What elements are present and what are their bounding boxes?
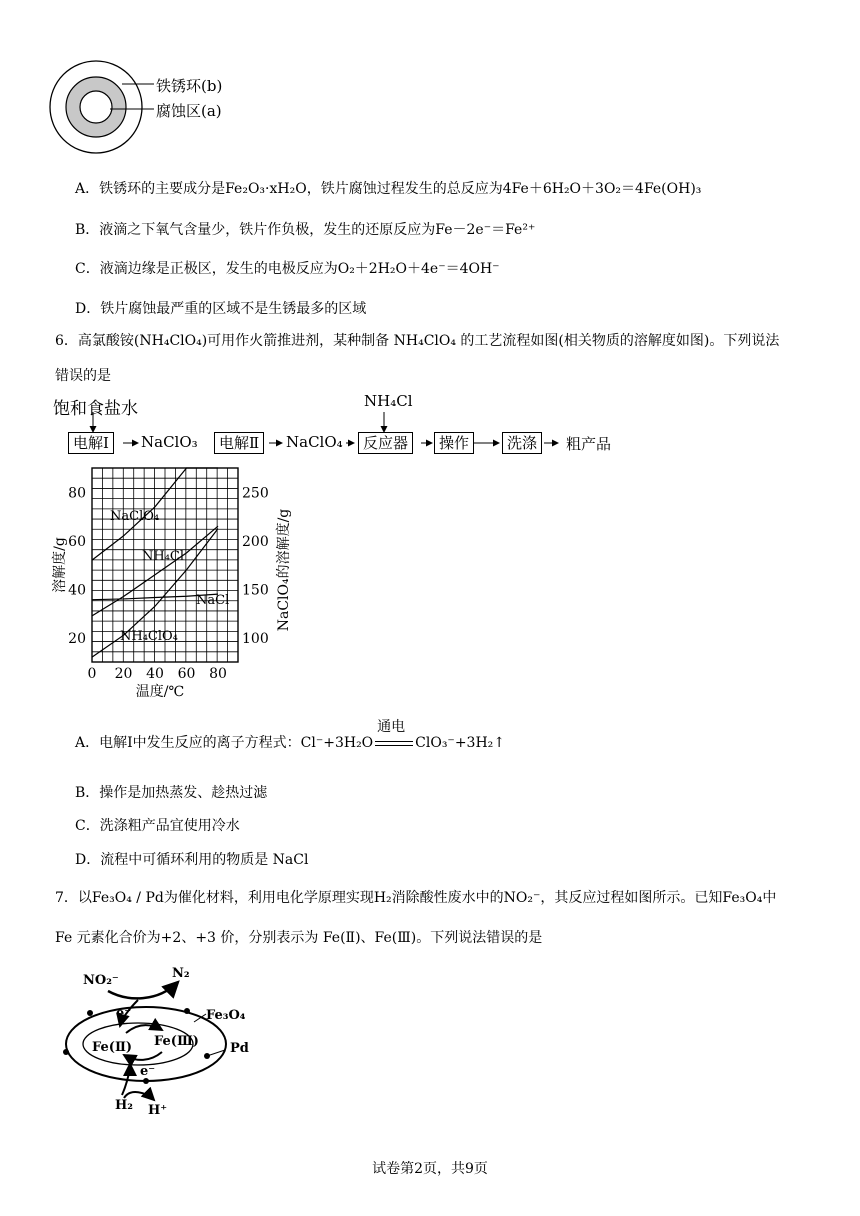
flow-nh4cl-input: NH₄Cl: [364, 392, 413, 410]
q7-stem-line2: Fe 元素化合价为+2、+3 价，分别表示为 Fe(Ⅱ)、Fe(Ⅲ)。下列说法错误的是: [55, 930, 543, 946]
x-tick-label: 60: [177, 666, 196, 682]
y-tick-label: 20: [68, 630, 86, 647]
q6-option-d: D．流程中可循环利用的物质是 NaCl: [75, 852, 309, 868]
condition-double-line: [375, 741, 413, 746]
solubility-chart: [40, 462, 310, 702]
y2-axis-label: NaClO₄的溶解度/g: [276, 508, 292, 632]
flow-product-naclo4: NaClO₄: [286, 433, 343, 451]
x-tick-label: 0: [87, 666, 97, 682]
q5-option-b: B．液滴之下氧气含量少，铁片作负极，发生的还原反应为Fe－2e⁻＝Fe²⁺: [75, 222, 536, 238]
flow-step-washing: 洗涤: [502, 432, 542, 454]
series-label: NaCl: [196, 593, 230, 608]
flow-crude-product: 粗产品: [566, 435, 612, 453]
y2-tick-label: 150: [242, 582, 269, 599]
nitrogen-label: N₂: [172, 966, 190, 981]
q6-option-c: C．洗涤粗产品宜使用冷水: [75, 818, 240, 834]
y-tick-label: 40: [68, 582, 86, 599]
q6-stem-line1: 6．高氯酸铵(NH₄ClO₄)可用作火箭推进剂，某种制备 NH₄ClO₄ 的工艺流程如图(相关物质的溶解度如图)。下列说法: [55, 333, 780, 349]
rust-ring-figure: [40, 55, 260, 165]
q6-option-b: B．操作是加热蒸发、趁热过滤: [75, 785, 268, 801]
hydrogen-label: H₂: [115, 1098, 133, 1113]
electron-label-bottom: e⁻: [140, 1064, 156, 1079]
y-tick-label: 60: [68, 533, 86, 550]
fe-iii-label: Fe(Ⅲ): [154, 1034, 199, 1049]
q5-option-d: D．铁片腐蚀最严重的区域不是生锈最多的区域: [75, 301, 367, 317]
q5-option-c: C．液滴边缘是正极区，发生的电极反应为O₂＋2H₂O＋4e⁻＝4OH⁻: [75, 261, 500, 277]
flow-step-electrolysis-2: 电解Ⅱ: [214, 432, 264, 454]
rust-ring-label-b: 铁锈环(b): [156, 77, 223, 95]
y-axis-label: 溶解度/g: [52, 537, 68, 593]
q5-option-a: A．铁锈环的主要成分是Fe₂O₃·xH₂O，铁片腐蚀过程发生的总反应为4Fe＋6H₂O＋3O₂＝4Fe(OH)₃: [75, 181, 702, 197]
flow-product-naclo3: NaClO₃: [141, 433, 198, 451]
corrosion-zone-label-a: 腐蚀区(a): [156, 102, 222, 120]
flow-step-reactor: 反应器: [358, 432, 413, 454]
q7-stem-line1: 7．以Fe₃O₄ / Pd为催化材料，利用电化学原理实现H₂消除酸性废水中的NO₂⁻，其反应过程如图所示。已知Fe₃O₄中: [55, 890, 777, 906]
y2-tick-label: 200: [242, 533, 269, 550]
series-label: NH₄ClO₄: [120, 629, 178, 644]
proton-label: H⁺: [148, 1103, 168, 1118]
nitrite-label: NO₂⁻: [83, 973, 119, 988]
electrolysis-condition: [373, 719, 415, 750]
q6-option-a-prefix: A．电解Ⅰ中发生反应的离子方程式：Cl⁻+3H₂O: [75, 735, 374, 751]
x-tick-label: 40: [146, 666, 164, 682]
fe-ii-label: Fe(Ⅱ): [92, 1040, 133, 1055]
fe3o4-label: Fe₃O₄: [206, 1008, 246, 1023]
flow-step-operation: 操作: [434, 432, 474, 454]
q6-option-a-suffix: ClO₃⁻+3H₂↑: [415, 735, 506, 751]
y2-tick-label: 100: [242, 630, 269, 647]
series-label: NaClO₄: [110, 509, 160, 524]
q6-option-a: [75, 719, 506, 752]
flow-input-brine: 饱和食盐水: [53, 399, 138, 419]
x-tick-label: 20: [114, 666, 133, 682]
y2-tick-label: 250: [242, 485, 269, 502]
pd-label: Pd: [230, 1041, 249, 1056]
x-tick-label: 80: [209, 666, 227, 682]
electron-label-top: e⁻: [116, 1006, 132, 1021]
series-label: NH₄Cl: [142, 549, 185, 564]
y-tick-label: 80: [68, 485, 86, 502]
flow-step-electrolysis-1: 电解Ⅰ: [68, 432, 114, 454]
q6-stem-line2: 错误的是: [55, 368, 111, 384]
x-axis-label: 温度/℃: [135, 684, 185, 700]
page-footer: 试卷第2页，共9页: [372, 1161, 488, 1177]
condition-label: 通电: [377, 719, 406, 735]
